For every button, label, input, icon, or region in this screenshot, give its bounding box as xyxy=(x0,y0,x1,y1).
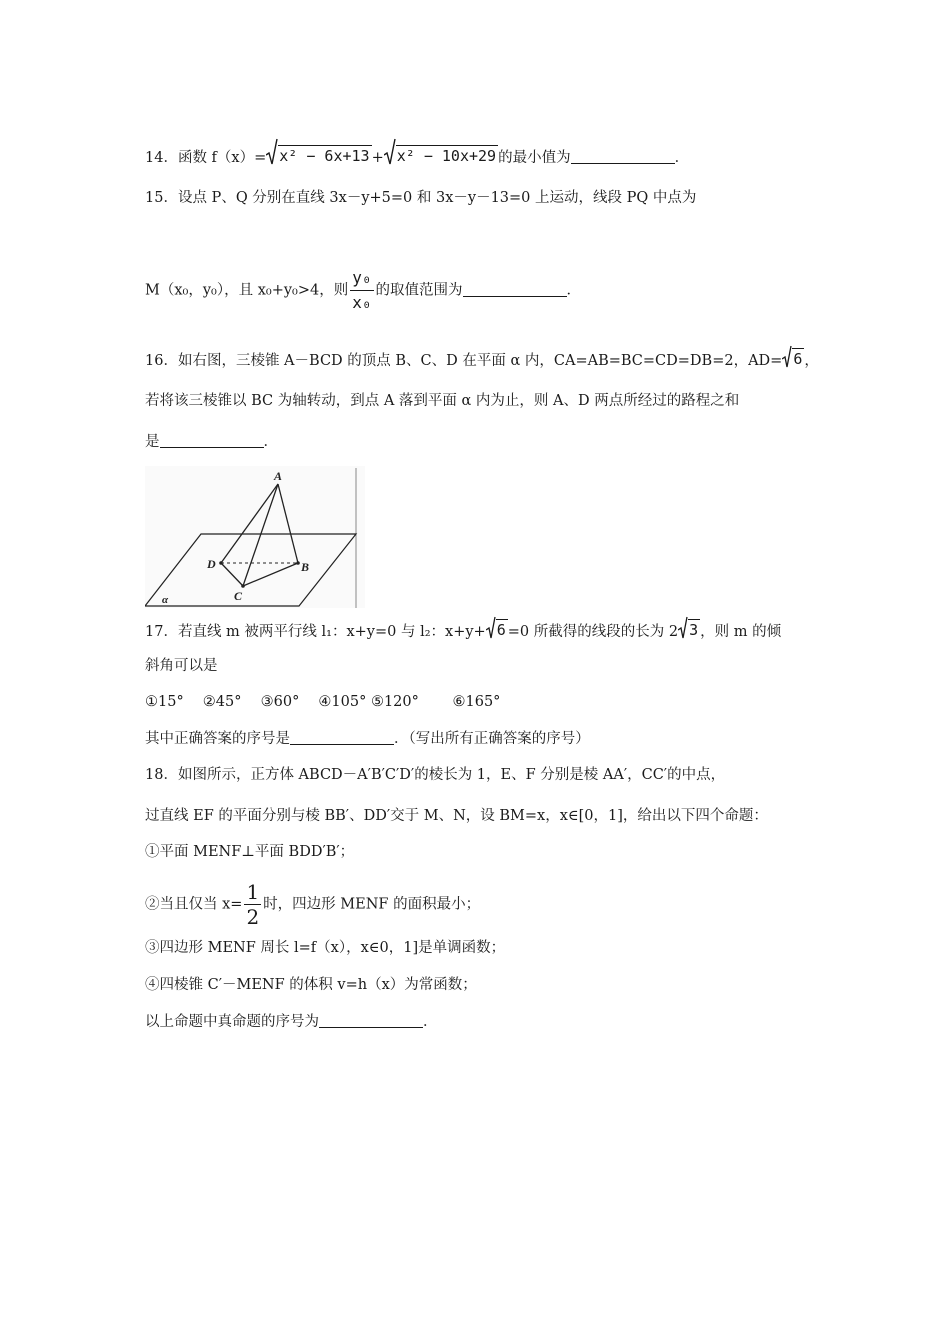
q14-radicand-1: x² − 6x+13 xyxy=(279,147,370,165)
question-17-line-1 xyxy=(145,616,781,642)
question-15-line-1: 15．设点 P、Q 分别在直线 3x－y+5=0 和 3x－y－13=0 上运动，线段 PQ 中点为 xyxy=(145,190,697,206)
question-16-line-2: 若将该三棱锥以 BC 为轴转动，到点 A 落到平面 α 内为止，则 A、D 两点所经过的路程之和 xyxy=(145,393,740,409)
point-C xyxy=(241,584,245,588)
q17-line4-prefix: 其中正确答案的序号是 xyxy=(145,731,290,747)
answer-blank[interactable] xyxy=(160,433,264,448)
q14-suffix: 的最小值为 xyxy=(498,150,571,166)
question-14 xyxy=(145,138,689,168)
sqrt-symbol xyxy=(782,345,804,369)
q17-line1-mid: =0 所截得的线段的长为 2 xyxy=(507,624,679,640)
q18-end: ． xyxy=(423,1014,438,1030)
q16-end: ． xyxy=(263,434,278,450)
fraction xyxy=(244,880,261,929)
q18-last-prefix: 以上命题中真命题的序号为 xyxy=(145,1014,319,1030)
q16-line3-prefix: 是 xyxy=(145,434,160,450)
sqrt-symbol xyxy=(384,138,498,166)
point-B xyxy=(296,561,300,565)
sqrt-symbol xyxy=(678,616,700,640)
question-17-options: ①15° ②45° ③60° ④105° ⑤120° ⑥165° xyxy=(145,694,501,710)
q14-plus: + xyxy=(371,150,384,166)
figure-background xyxy=(145,466,365,608)
fraction-numerator: y₀ xyxy=(350,266,373,291)
q15-line2-prefix: M（x₀，y₀），且 x₀+y₀>4，则 xyxy=(145,282,349,299)
point-D xyxy=(219,561,223,565)
q17-line1-prefix: 17．若直线 m 被两平行线 l₁：x+y=0 与 l₂：x+y+ xyxy=(145,624,486,640)
tetrahedron-figure xyxy=(145,466,365,608)
fraction-denominator: x₀ xyxy=(352,293,372,312)
answer-blank[interactable] xyxy=(571,149,675,164)
label-D: D xyxy=(207,557,216,571)
question-17-line-2: 斜角可以是 xyxy=(145,658,218,674)
q17-radicand-2: 3 xyxy=(689,621,699,639)
label-C: C xyxy=(234,589,243,603)
label-B: B xyxy=(301,560,310,574)
question-18-prop-4: ④四棱锥 C′－MENF 的体积 v=h（x）为常函数； xyxy=(145,977,477,993)
q14-end: ． xyxy=(674,150,690,166)
question-18-line-1: 18．如图所示，正方体 ABCD－A′B′C′D′的棱长为 1，E、F 分别是棱 AA′，CC′的中点， xyxy=(145,767,726,783)
q18-p2-prefix: ②当且仅当 x= xyxy=(145,896,243,913)
q18-p2-suffix: 时，四边形 MENF 的面积最小； xyxy=(263,896,481,913)
q16-line1-end: ， xyxy=(804,353,819,369)
answer-blank[interactable] xyxy=(463,282,567,297)
q15-line2-suffix: 的取值范围为 xyxy=(375,282,463,299)
question-18-prop-1: ①平面 MENF⊥平面 BDD′B′； xyxy=(145,844,355,860)
question-17-line-4 xyxy=(145,729,590,749)
fraction-numerator: 1 xyxy=(246,880,260,904)
q17-radicand-1: 6 xyxy=(496,621,506,639)
sqrt-symbol xyxy=(266,138,371,166)
question-18-prop-2 xyxy=(145,880,480,929)
label-alpha: α xyxy=(162,594,169,606)
q14-prefix: 14．函数 f（x）= xyxy=(145,150,267,166)
question-16-line-3 xyxy=(145,432,278,452)
q16-radicand: 6 xyxy=(793,350,803,368)
question-16-line-1 xyxy=(145,345,819,371)
fraction-denominator: 2 xyxy=(246,905,260,929)
fraction xyxy=(350,266,373,315)
question-18-prop-3: ③四边形 MENF 周长 l=f（x），x∈0，1]是单调函数； xyxy=(145,940,506,956)
label-A: A xyxy=(274,469,283,483)
q14-radicand-2: x² − 10x+29 xyxy=(396,147,497,165)
answer-blank[interactable] xyxy=(319,1013,423,1028)
question-18-line-2: 过直线 EF 的平面分别与棱 BB′、DD′交于 M、N，设 BM=x，x∈[0，1]，给出以下四个命题： xyxy=(145,808,768,824)
sqrt-symbol xyxy=(486,616,508,640)
question-18-last xyxy=(145,1012,438,1032)
q16-line1-prefix: 16．如右图，三棱锥 A－BCD 的顶点 B、C、D 在平面 α 内，CA=AB=BC=CD=DB=2，AD= xyxy=(145,353,783,369)
q17-line1-end: ，则 m 的倾 xyxy=(700,624,782,640)
answer-blank[interactable] xyxy=(290,730,394,745)
question-15-line-2 xyxy=(145,266,581,315)
q17-line4-suffix: ．（写出所有正确答案的序号） xyxy=(394,731,590,747)
q15-end: ． xyxy=(566,282,581,299)
